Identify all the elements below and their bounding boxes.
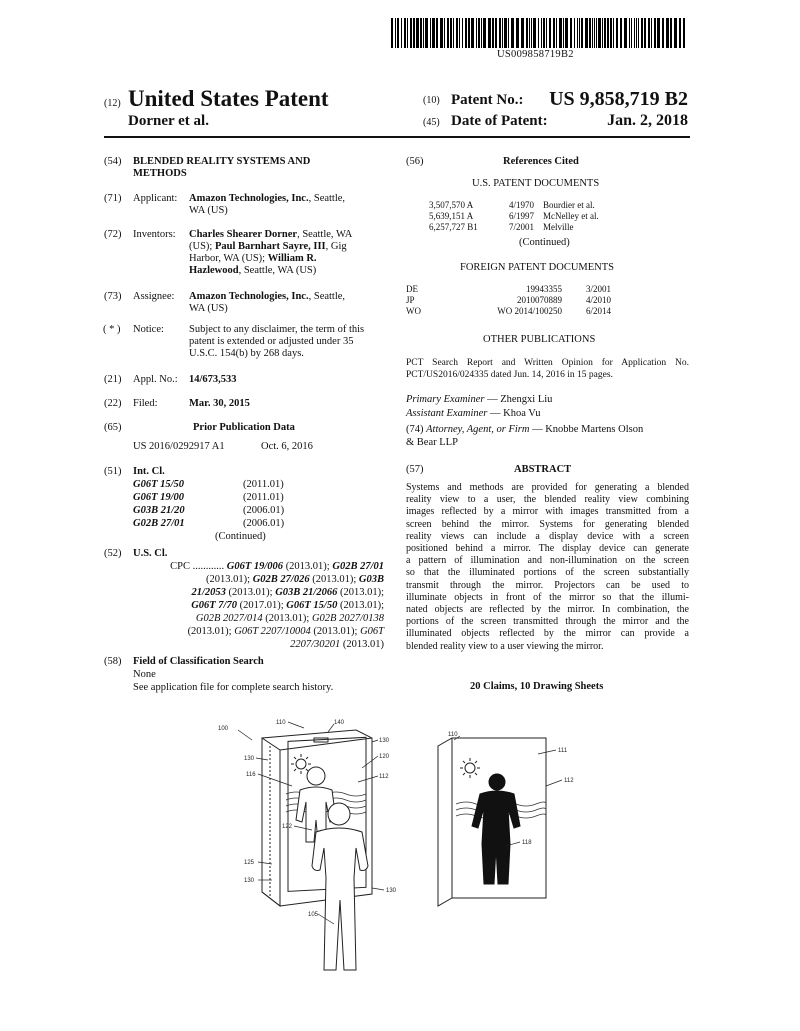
ref-130: 130 [379,738,390,744]
abstract-line: illuminate objects in front of the mirror so that the illumi- [406,591,689,603]
abstract-line: blended reality view to a user viewing the mirror. [406,640,604,652]
barcode-bar [436,18,438,48]
abstract-line: reality view to a user, the blended reality view combining [406,494,689,506]
int-cl-version: (2006.01) [243,518,285,529]
header-rule [104,136,690,138]
int-cl-version: (2006.01) [243,505,285,516]
abstract-line: Systems and methods are provided for generating a blended [406,482,689,493]
abstract-line: images reflected by a mirror with images transmitted from a [406,506,689,518]
barcode-bar [596,18,597,48]
us-doc-row [429,200,595,211]
code-52: (52) [104,548,122,559]
barcode-bar [624,18,627,48]
barcode-bar [577,18,578,48]
inventors-line2: (US); Paul Barnhart Sayre, III, Gig [189,241,347,252]
barcode-bar [516,18,519,48]
barcode-bar [502,18,503,48]
barcode-bar [592,18,593,48]
barcode-bar [607,18,609,48]
ref-130: 130 [244,878,255,884]
foreign-doc-row [406,284,611,295]
barcode-number: US009858719B2 [497,49,574,60]
assignee-line2: WA (US) [189,303,228,314]
assistant-examiner: Assistant Examiner — Khoa Vu [406,408,541,419]
code-51: (51) [104,466,122,477]
ref-111: 111 [558,748,568,754]
cpc-line6: (2013.01); G06T 2207/10004 (2013.01); G06T [187,626,384,637]
foreign-doc-date: 6/2014 [586,306,612,316]
barcode-bar [662,18,664,48]
ref-100: 100 [218,726,229,732]
sun-icon [460,758,480,778]
barcode-bar [559,18,562,48]
barcode-bar [456,18,458,48]
barcode-bar [511,18,514,48]
barcode-bar [553,18,555,48]
barcode-bar [556,18,557,48]
barcode-bar [447,18,449,48]
date-label: Date of Patent: [451,113,548,129]
notice-line1: Subject to any disclaimer, the term of this [189,324,365,335]
prior-pub-date: Oct. 6, 2016 [261,441,313,452]
silhouette-figure [472,774,520,884]
inventors-label: Inventors: [133,229,176,240]
other-pub-line1: PCT Search Report and Written Opinion for Application No. [406,358,689,368]
code-71: (71) [104,193,122,204]
foreign-doc-number: 19943355 [526,284,562,294]
barcode-bar [613,18,614,48]
barcode-bar [450,18,452,48]
code-10: (10) [423,95,440,106]
barcode-bar [416,18,419,48]
ref-105: 105 [308,912,319,918]
barcode-bar [670,18,672,48]
abstract-line: portions of the screen transmitted through the mirror and the [406,616,689,628]
invention-title-line1: BLENDED REALITY SYSTEMS AND [133,156,311,167]
barcode-bar [620,18,622,48]
cpc-line5: G02B 2027/014 (2013.01); G02B 2027/0138 [195,613,384,624]
barcode-bar [634,18,635,48]
barcode-graphic [391,18,687,48]
patent-no-label: Patent No.: [451,92,524,108]
abstract-line: illuminated objects reflected by the mirror can provide a [406,628,689,640]
invention-title-line2: METHODS [133,168,187,179]
ref-125: 125 [244,860,255,866]
patent-number: US 9,858,719 B2 [549,88,688,110]
primary-examiner: Primary Examiner — Zhengxi Liu [406,394,553,405]
barcode-bar [631,18,632,48]
barcode-bar [638,18,639,48]
barcode-bar [565,18,568,48]
code-22: (22) [104,398,122,409]
barcode-bar [432,18,435,48]
us-docs-heading: U.S. PATENT DOCUMENTS [472,178,600,189]
barcode-bar [602,18,603,48]
barcode-bar [430,18,431,48]
int-cl-class: G06T 19/00 [133,492,185,503]
barcode-bar [395,18,396,48]
us-doc-name: Melville [543,222,574,232]
cpc-line3: 21/2053 (2013.01); G03B 21/2066 (2013.01); [191,587,384,598]
barcode-bar [440,18,443,48]
refs-heading: References Cited [503,156,579,167]
cpc-line4: G06T 7/70 (2017.01); G06T 15/50 (2013.01); [191,600,384,611]
appl-no-value: 14/673,533 [189,374,237,385]
barcode-bar [657,18,660,48]
foreign-doc-country: DE [406,284,418,294]
code-45: (45) [423,117,440,128]
field-search-see: See application file for complete search history. [133,682,334,693]
ref-130: 130 [244,756,255,762]
applicant-label: Applicant: [133,193,178,204]
barcode-bar [644,18,646,48]
code-57: (57) [406,464,424,475]
barcode-bar [589,18,591,48]
barcode-bar [481,18,482,48]
barcode-bar [459,18,460,48]
barcode-bar [404,18,406,48]
code-notice: ( * ) [103,324,121,335]
patent-date: Jan. 2, 2018 [607,112,688,129]
claims-summary: 20 Claims, 10 Drawing Sheets [470,681,604,692]
abstract-line: reality views can include a display device with a screen [406,530,689,542]
foreign-doc-date: 4/2010 [586,295,612,305]
prior-pub-number: US 2016/0292917 A1 [133,441,225,452]
barcode-bar [391,18,393,48]
foreign-doc-date: 3/2001 [586,284,612,294]
cpc-line2: (2013.01); G02B 27/026 (2013.01); G03B [206,574,384,585]
code-65: (65) [104,422,122,433]
ref-140: 140 [334,720,345,726]
barcode-bar [468,18,470,48]
assignee-label: Assignee: [133,291,175,302]
barcode-bar [679,18,681,48]
foreign-doc-number: 2010070889 [517,295,562,305]
ref-130: 130 [386,888,397,894]
reference-numerals [218,720,574,918]
cpc-line7: 2207/30201 (2013.01) [290,639,384,650]
code-73: (73) [104,291,122,302]
us-doc-number: 3,507,570 A [429,200,474,210]
barcode-bar [423,18,424,48]
attorney-line1: (74) Attorney, Agent, or Firm — Knobbe Martens Olson [406,424,644,435]
ref-110: 110 [448,732,458,738]
foreign-doc-row [406,295,611,306]
applicant-line2: WA (US) [189,205,228,216]
code-72: (72) [104,229,122,240]
barcode-bar [538,18,539,48]
us-cl-label: U.S. Cl. [133,548,168,559]
us-doc-name: McNelley et al. [543,211,599,221]
us-doc-name: Bourdier et al. [543,200,595,210]
barcode-bar [666,18,669,48]
barcode-bar [508,18,509,48]
attorney-line2: & Bear LLP [406,437,458,448]
barcode-bar [483,18,486,48]
barcode-bar [420,18,422,48]
barcode-bar [648,18,650,48]
barcode-bar [504,18,507,48]
foreign-doc-country: WO [406,306,421,316]
barcode-bar [683,18,685,48]
filed-value: Mar. 30, 2015 [189,398,250,409]
barcode-bar [581,18,583,48]
barcode-bar [533,18,536,48]
barcode-bar [610,18,612,48]
inventor-short: Dorner et al. [128,113,209,129]
barcode-bar [465,18,467,48]
barcode-bar [425,18,428,48]
ref-116: 116 [246,772,256,778]
code-12: (12) [104,98,121,109]
int-cl-class: G06T 15/50 [133,479,185,490]
barcode-bar [651,18,652,48]
notice-line3: U.S.C. 154(b) by 268 days. [189,348,304,359]
int-cl-continued: (Continued) [215,531,266,542]
abstract-text [406,482,689,653]
barcode-bar [478,18,480,48]
barcode-bar [654,18,656,48]
barcode-bar [471,18,474,48]
code-54: (54) [104,156,122,167]
us-doc-date: 6/1997 [509,211,535,221]
other-pub-line2: PCT/US2016/024335 dated Jun. 14, 2016 in 15 pages. [406,370,613,380]
notice-line2: patent is extended or adjusted under 35 [189,336,354,347]
abstract-line: so that the illuminated portions of the screen substantially [406,567,689,579]
barcode-bar [641,18,643,48]
abstract-line: positioned behind a mirror. The display device can generate [406,543,689,555]
us-doc-number: 5,639,151 A [429,211,474,221]
barcode-bar [444,18,445,48]
barcode-bar [410,18,412,48]
ref-112: 112 [564,778,574,784]
barcode-bar [585,18,588,48]
us-doc-row [429,222,574,233]
int-cl-version: (2011.01) [243,492,284,503]
patent-title: United States Patent [128,86,329,111]
foreign-doc-country: JP [406,295,415,305]
int-cl-class: G03B 21/20 [133,505,185,516]
barcode-bar [616,18,618,48]
code-58: (58) [104,656,122,667]
inventors-line3: Harbor, WA (US); William R. [189,253,317,264]
field-search-none: None [133,669,156,680]
code-56: (56) [406,156,424,167]
barcode-bar [495,18,497,48]
abstract-line: a pattern of illumination and non-illumination on the screen [406,555,689,567]
barcode-bar [462,18,463,48]
barcode-bar [397,18,399,48]
ref-110: 110 [276,720,286,726]
prior-pub-heading: Prior Publication Data [193,422,295,433]
cpc-line1: CPC ............ G06T 19/006 (2013.01); G02B 27/01 [170,561,384,572]
barcode-bar [549,18,551,48]
inventors-line4: Hazlewood, Seattle, WA (US) [189,265,317,276]
us-doc-date: 7/2001 [509,222,535,232]
us-doc-number: 6,257,727 B1 [429,222,478,232]
us-doc-row [429,211,599,222]
us-docs-continued: (Continued) [519,237,570,248]
barcode-bar [563,18,564,48]
ref-122: 122 [282,824,293,830]
ref-112: 112 [379,774,389,780]
barcode-bar [401,18,402,48]
barcode-bar [526,18,528,48]
notice-label: Notice: [133,324,164,335]
abstract-line: screen behind the mirror. Systems for generating blended [406,518,689,530]
foreign-doc-number: WO 2014/100250 [497,306,562,316]
barcode-bar [488,18,491,48]
barcode-bar [492,18,494,48]
barcode-bar [521,18,524,48]
barcode-bar [476,18,477,48]
int-cl-label: Int. Cl. [133,466,165,477]
barcode-bar [594,18,595,48]
barcode-bar [541,18,542,48]
barcode-bar [546,18,547,48]
foreign-docs-heading: FOREIGN PATENT DOCUMENTS [460,262,615,273]
barcode [391,18,687,48]
barcode-bar [629,18,630,48]
appl-no-label: Appl. No.: [133,374,178,385]
barcode-bar [413,18,415,48]
us-doc-date: 4/1970 [509,200,535,210]
filed-label: Filed: [133,398,158,409]
other-pubs-heading: OTHER PUBLICATIONS [483,334,596,345]
applicant-line1: Amazon Technologies, Inc., Seattle, [189,193,346,204]
barcode-bar [674,18,677,48]
barcode-bar [499,18,501,48]
abstract-line: nated objects are reflected by the mirror. In combination, the [406,604,689,616]
barcode-bar [407,18,408,48]
field-search-label: Field of Classification Search [133,656,264,667]
code-21: (21) [104,374,122,385]
barcode-bar [579,18,580,48]
int-cl-version: (2011.01) [243,479,284,490]
ref-120: 120 [379,754,390,760]
assignee-line1: Amazon Technologies, Inc., Seattle, [189,291,346,302]
inventors-line1: Charles Shearer Dorner, Seattle, WA [189,229,353,240]
ref-118: 118 [522,840,532,846]
barcode-bar [453,18,454,48]
foreign-doc-row [406,306,611,317]
front-page-drawing [200,716,600,1026]
barcode-bar [636,18,637,48]
barcode-bar [529,18,530,48]
abstract-heading: ABSTRACT [514,464,572,475]
int-cl-class: G02B 27/01 [133,518,185,529]
barcode-bar [543,18,545,48]
barcode-bar [570,18,572,48]
abstract-line: transmit through the mirror. Projectors can be used to [406,579,689,591]
barcode-bar [574,18,575,48]
barcode-bar [598,18,601,48]
barcode-bar [604,18,606,48]
barcode-bar [531,18,532,48]
